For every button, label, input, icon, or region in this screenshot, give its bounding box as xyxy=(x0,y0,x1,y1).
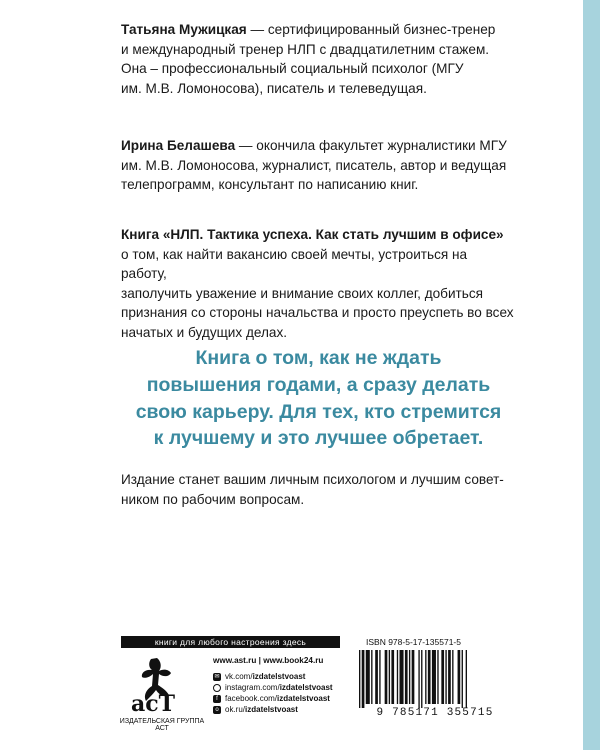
barcode-bar xyxy=(445,650,446,704)
social-link-instagram[interactable]: instagram.com/ izdatelstvoast xyxy=(213,682,333,693)
social-link-facebook[interactable]: f facebook.com/ izdatelstvoast xyxy=(213,693,333,704)
ok-icon: o xyxy=(213,706,221,714)
barcode-bar xyxy=(371,650,372,704)
barcode-bar xyxy=(452,650,453,704)
barcode-bar xyxy=(385,650,388,704)
social-link-ok[interactable]: o ok.ru/ izdatelstvoast xyxy=(213,704,333,715)
ast-logo-icon xyxy=(121,655,186,715)
spine-edge-stripe xyxy=(583,0,600,750)
barcode-bar xyxy=(448,650,451,704)
svg-text:acT: acT xyxy=(131,691,176,715)
barcode-bar xyxy=(432,650,436,704)
barcode-bar xyxy=(458,650,461,704)
website-links[interactable]: www.ast.ru | www.book24.ru xyxy=(213,656,324,665)
social-link-vk[interactable]: ✉ vk.com/ izdatelstvoast xyxy=(214,672,306,681)
author-name: Татьяна Мужицкая xyxy=(121,22,247,37)
barcode-bar xyxy=(400,650,404,704)
barcode-bar xyxy=(379,650,380,704)
barcode-bar xyxy=(397,650,398,704)
vk-icon: ✉ xyxy=(214,673,220,680)
tagline-bar: книги для любого настроения здесь xyxy=(121,636,340,648)
book-description: Книга «НЛП. Тактика успеха. Как стать лучшим в офисе» о том, как найти вакансию своей мечты, устроиться на работу, заполучить уважение и внимание своих коллег, добиться признания со стороны начальства и просто преуспеть во всех начатых и будущих делах. xyxy=(121,227,514,340)
instagram-icon xyxy=(213,684,221,692)
barcode-bar xyxy=(462,650,463,708)
author-name: Ирина Белашева xyxy=(121,138,236,153)
barcode-bar xyxy=(441,650,444,704)
barcode-bar xyxy=(437,650,438,704)
isbn: ISBN 978-5-17-135571-5 xyxy=(366,637,461,647)
barcode-bar xyxy=(375,650,378,704)
barcode-bar xyxy=(389,650,390,704)
barcode-bar xyxy=(428,650,431,704)
barcode-bar xyxy=(466,650,467,708)
barcode-bar xyxy=(405,650,408,704)
book-title: Книга «НЛП. Тактика успеха. Как стать лучшим в офисе» xyxy=(121,227,504,242)
publisher-caption: ИЗДАТЕЛЬСКАЯ ГРУППА АСТ xyxy=(119,718,205,732)
facebook-icon: f xyxy=(213,695,221,703)
barcode-bar xyxy=(391,650,394,704)
author-bio-muzhitskaya: Татьяна Мужицкая — сертифицированный бизнес-тренер и международный тренер НЛП с двадцатилетним стажем. Она – профессиональный социальный психолог (МГУ им. М.В. Ломоносова), писатель и телеведущая. xyxy=(121,22,496,96)
promo-blurb: Книга о том, как не ждать повышения годами, а сразу делать свою карьеру. Для тех, кто стремится к лучшему и это лучшее обретает. xyxy=(135,347,502,450)
barcode-bar xyxy=(418,650,419,708)
barcode-bar xyxy=(421,650,422,708)
barcode-bar xyxy=(366,650,370,704)
barcode xyxy=(355,650,515,710)
barcode-digits: 9 785171 355715 xyxy=(376,707,494,719)
social-links xyxy=(213,671,333,715)
barcode-bar xyxy=(409,650,410,704)
barcode-bar xyxy=(359,650,360,708)
closing-text: Издание станет вашим личным психологом и лучшим совет- ником по рабочим вопросам. xyxy=(121,472,504,507)
barcode-bar xyxy=(362,650,365,708)
author-bio-belasheva: Ирина Белашева — окончила факультет журналистики МГУ им. М.В. Ломоносова, журналист, писатель, автор и ведущая телепрограмм, консультант по написанию книг. xyxy=(121,138,507,193)
barcode-bar xyxy=(412,650,415,704)
barcode-bar xyxy=(425,650,426,704)
